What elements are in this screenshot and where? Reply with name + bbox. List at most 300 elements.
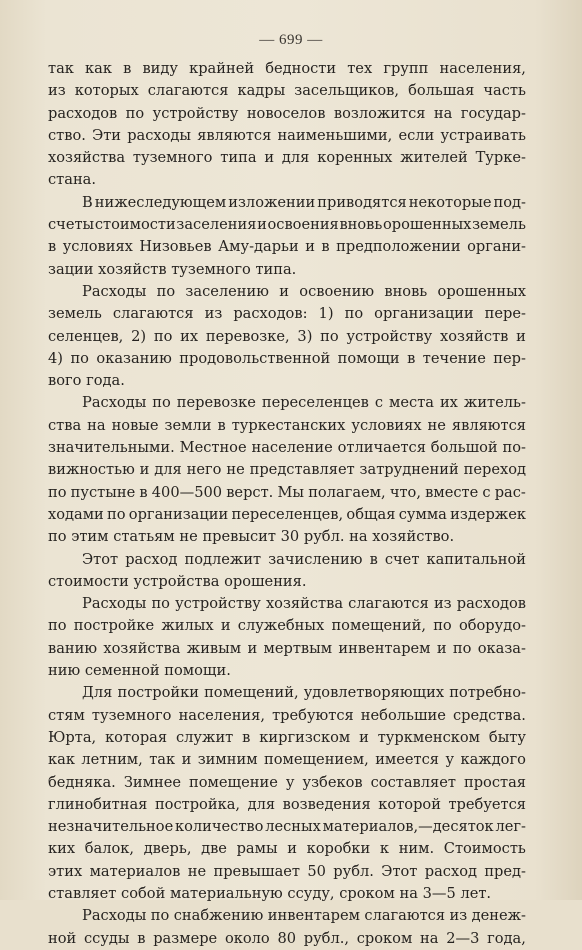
word: под-: [493, 193, 526, 211]
word: составляет: [370, 773, 456, 791]
word: изложении: [228, 193, 316, 211]
word: кадры: [237, 82, 286, 100]
word: стоимости: [48, 572, 129, 590]
word: помещений,: [204, 684, 299, 702]
text-line: [48, 281, 526, 303]
word: постройка,: [154, 795, 241, 813]
word: органи-: [467, 238, 526, 256]
word: ких: [48, 840, 76, 858]
word: устройству: [175, 595, 261, 613]
word: материалов: [89, 862, 181, 880]
text-line: [48, 593, 526, 615]
word: Местное: [179, 439, 247, 457]
word: их: [180, 327, 199, 345]
word: новоселов: [246, 104, 326, 122]
word: года.: [86, 372, 125, 390]
word: сроком: [356, 929, 413, 947]
word: затруднений: [359, 461, 459, 479]
word: в: [137, 929, 146, 947]
word: расходы: [127, 126, 192, 144]
word: хозяйство.: [372, 528, 455, 546]
word: сумма: [398, 505, 447, 523]
word: орошения.: [224, 572, 307, 590]
word: с: [482, 483, 491, 501]
word: и: [436, 639, 447, 657]
word: ним.: [398, 840, 435, 858]
word: как: [48, 751, 75, 769]
text-line: [48, 861, 526, 883]
word: статьям: [113, 528, 175, 546]
word: продовольственной: [179, 349, 331, 367]
word: Этот: [381, 862, 418, 880]
word: лет.: [460, 884, 492, 902]
word: по: [125, 104, 145, 122]
word: туземного: [91, 706, 172, 724]
word: 80: [277, 929, 297, 947]
word: их: [439, 394, 458, 412]
word: на: [349, 528, 368, 546]
word: земель: [48, 305, 102, 323]
word: перевозке: [176, 394, 256, 412]
word: стям: [48, 706, 85, 724]
word: летним,: [81, 751, 143, 769]
word: засельщиков,: [294, 82, 400, 100]
word: представляет: [249, 461, 355, 479]
word: из: [204, 305, 223, 323]
word: расходов: [456, 595, 526, 613]
word: и: [305, 238, 315, 256]
word: устраивать: [440, 126, 526, 144]
word: семенной: [84, 662, 160, 680]
word: часть: [483, 82, 526, 100]
word: Эти: [92, 126, 122, 144]
word: по: [150, 907, 170, 925]
word: помощи: [337, 349, 400, 367]
word: пустыне: [70, 483, 136, 501]
word: полагаем,: [308, 483, 386, 501]
word: и: [181, 751, 192, 769]
word: Низовьев: [139, 238, 212, 256]
word: каждого: [460, 751, 526, 769]
word: слагаются: [348, 595, 429, 613]
word: оборудо-: [458, 617, 526, 635]
word: постройки: [117, 684, 199, 702]
word: пер-: [493, 349, 526, 367]
word: условиях: [351, 416, 422, 434]
word: туземного: [171, 260, 251, 278]
word: ставляет: [48, 884, 117, 902]
text-line: [48, 80, 526, 102]
word: населения,: [178, 706, 266, 724]
word: Турке-: [475, 149, 526, 167]
word: по: [320, 327, 339, 345]
word: слагаются: [364, 907, 446, 925]
word: 2—3: [446, 929, 480, 947]
word: в: [407, 349, 416, 367]
word: не: [187, 862, 207, 880]
word: слагаются: [112, 305, 194, 323]
word: Расходы: [82, 394, 147, 412]
word: из: [449, 907, 468, 925]
word: переход: [463, 461, 526, 479]
text-line: [48, 772, 526, 794]
word: мертвым: [263, 639, 333, 657]
word: типа.: [255, 260, 297, 278]
word: для: [281, 149, 310, 167]
word: превышает: [213, 862, 300, 880]
word: 30: [280, 528, 300, 546]
word: лесных: [265, 818, 321, 836]
word: материалов,—десяток: [322, 818, 494, 836]
text-line: [48, 838, 526, 860]
word: так: [149, 751, 176, 769]
word: балок,: [84, 840, 135, 858]
word: хозяйств: [440, 327, 509, 345]
word: и: [287, 840, 297, 858]
word: рас-: [494, 483, 526, 501]
word: по: [153, 327, 173, 345]
word: некоторые: [408, 193, 492, 211]
word: этих: [48, 862, 83, 880]
text-line: [48, 192, 526, 214]
word: издержек: [450, 505, 526, 523]
text-line: [48, 883, 526, 905]
word: общая: [346, 505, 396, 523]
word: количество: [174, 818, 264, 836]
word: новые: [111, 416, 159, 434]
word: из: [48, 82, 66, 100]
word: 4): [48, 349, 63, 367]
word: служебных: [237, 617, 325, 635]
word: туркестанских: [231, 416, 346, 434]
word: Расходы: [82, 282, 147, 300]
word: и: [279, 282, 289, 300]
word: собой: [121, 884, 166, 902]
word: типа: [220, 149, 257, 167]
word: рубл.,: [303, 929, 350, 947]
word: что,: [389, 483, 421, 501]
word: нию: [48, 662, 81, 680]
word: по: [344, 305, 364, 323]
text-line: [48, 392, 526, 414]
text-line: [48, 571, 526, 593]
word: как: [85, 60, 112, 77]
word: материальную: [169, 884, 283, 902]
word: организации: [374, 305, 474, 323]
word: наименьшими,: [277, 126, 393, 144]
word: в: [139, 483, 148, 501]
word: живым: [186, 639, 242, 657]
word: требуется: [448, 795, 526, 813]
word: имеется: [375, 751, 440, 769]
word: условиях: [62, 238, 133, 256]
word: зимним: [197, 751, 258, 769]
body-text: [48, 58, 526, 950]
word: рубл.: [333, 862, 374, 880]
word: вижностью: [48, 461, 135, 479]
word: туземного: [132, 149, 213, 167]
word: вместе: [425, 483, 479, 501]
word: крайней: [189, 60, 255, 77]
word: переселенцев: [261, 394, 369, 412]
word: и: [264, 149, 275, 167]
word: на: [433, 104, 453, 122]
word: подлежит: [184, 550, 262, 568]
text-line: [48, 549, 526, 571]
word: в: [242, 728, 251, 746]
text-line: [48, 794, 526, 816]
word: размере: [153, 929, 218, 947]
word: стоимости: [94, 216, 176, 234]
word: населения,: [439, 60, 526, 77]
word: ной: [48, 929, 77, 947]
word: глинобитная: [48, 795, 148, 813]
word: являются: [197, 126, 272, 144]
text-line: [48, 103, 526, 125]
word: вого: [48, 372, 82, 390]
word: служит: [175, 728, 234, 746]
word: расход: [424, 862, 477, 880]
word: Этот: [82, 550, 119, 568]
text-line: [48, 303, 526, 325]
word: хозяйства: [103, 639, 181, 657]
word: года,: [487, 929, 526, 947]
word: денеж-: [471, 907, 526, 925]
word: большой: [430, 439, 498, 457]
word: в: [48, 238, 57, 256]
word: удовлетворяющих: [303, 684, 445, 702]
word: Аму-дарьи: [218, 238, 299, 256]
word: освоения: [267, 216, 339, 234]
word: устройству: [346, 327, 433, 345]
text-line: [48, 415, 526, 437]
word: него: [186, 461, 222, 479]
word: две: [201, 840, 227, 858]
word: зачислению: [268, 550, 363, 568]
word: по: [48, 483, 67, 501]
word: ссуды: [83, 929, 130, 947]
word: жилых: [161, 617, 214, 635]
word: киргизском: [259, 728, 351, 746]
word: требуются: [272, 706, 354, 724]
word: стана.: [48, 171, 97, 189]
word: переселенцев,: [231, 505, 344, 523]
word: и: [257, 216, 267, 234]
word: пред-: [484, 862, 526, 880]
word: дверь,: [143, 840, 192, 858]
word: по: [433, 617, 452, 635]
word: около: [224, 929, 270, 947]
word: большая: [408, 82, 475, 100]
word: вновь: [384, 282, 428, 300]
word: 3—5: [422, 884, 456, 902]
word: не: [427, 416, 446, 434]
word: предположении: [336, 238, 461, 256]
word: у: [285, 773, 295, 791]
word: рубл.: [303, 528, 345, 546]
word: хозяйства: [265, 595, 344, 613]
word: Расходы: [82, 595, 147, 613]
word: туркменском: [377, 728, 481, 746]
word: освоению: [299, 282, 375, 300]
word: помощи.: [164, 662, 231, 680]
word: и: [359, 728, 369, 746]
word: постройке: [73, 617, 155, 635]
word: Стоимость: [443, 840, 526, 858]
word: население: [251, 439, 333, 457]
word: Расходы: [82, 907, 147, 925]
word: на: [87, 416, 106, 434]
word: счеты: [48, 216, 95, 234]
word: у: [445, 751, 455, 769]
text-line: [48, 928, 526, 950]
text-line: [48, 705, 526, 727]
word: Мы: [277, 483, 305, 501]
word: хозяйств: [98, 260, 167, 278]
word: орошенных: [437, 282, 526, 300]
word: этим: [71, 528, 109, 546]
word: 400—500: [151, 483, 223, 501]
word: ство.: [48, 126, 86, 144]
text-line: [48, 259, 526, 281]
word: расходов:: [233, 305, 308, 323]
text-line: [48, 125, 526, 147]
word: расходов: [48, 104, 118, 122]
word: земель: [472, 216, 526, 234]
word: перевозке,: [205, 327, 290, 345]
word: которых: [74, 82, 139, 100]
word: небольшие: [360, 706, 446, 724]
word: в: [321, 238, 330, 256]
word: потребно-: [449, 684, 526, 702]
word: по: [156, 282, 176, 300]
word: тех: [347, 60, 373, 77]
word: возложится: [333, 104, 426, 122]
page-number: — 699 —: [259, 32, 323, 48]
word: виду: [142, 60, 178, 77]
word: значительными.: [48, 439, 175, 457]
word: и: [247, 639, 258, 657]
text-line: [48, 727, 526, 749]
word: по-: [502, 439, 526, 457]
word: оказа-: [477, 639, 526, 657]
word: не: [226, 461, 245, 479]
word: в: [217, 416, 226, 434]
word: которая: [105, 728, 168, 746]
word: являются: [451, 416, 526, 434]
word: вновь: [339, 216, 383, 234]
word: по: [70, 349, 89, 367]
text-line: [48, 615, 526, 637]
word: ссуду,: [287, 884, 335, 902]
word: орошенных: [383, 216, 472, 234]
word: заселения: [176, 216, 257, 234]
word: узбеков: [302, 773, 363, 791]
word: и: [516, 327, 526, 345]
word: коробки: [306, 840, 371, 858]
word: сроком: [339, 884, 395, 902]
word: для: [247, 795, 276, 813]
word: пере-: [484, 305, 526, 323]
word: 1): [318, 305, 334, 323]
word: счет: [384, 550, 420, 568]
word: государ-: [460, 104, 526, 122]
word: если: [398, 126, 435, 144]
word: превысит: [202, 528, 276, 546]
text-line: [48, 370, 526, 392]
word: 3): [297, 327, 313, 345]
word: капитальной: [426, 550, 526, 568]
word: В: [82, 193, 93, 211]
word: зации: [48, 260, 94, 278]
text-line: [48, 482, 526, 504]
word: расход: [125, 550, 178, 568]
word: бедности: [265, 60, 337, 77]
word: по: [452, 639, 472, 657]
word: жителей: [400, 149, 468, 167]
word: Для: [82, 684, 113, 702]
word: заселению: [185, 282, 269, 300]
text-line: [48, 459, 526, 481]
word: ходами: [48, 505, 104, 523]
word: групп: [383, 60, 429, 77]
word: отличается: [337, 439, 426, 457]
word: для: [154, 461, 182, 479]
text-line: [48, 169, 526, 191]
word: на: [399, 884, 418, 902]
text-line: [48, 504, 526, 526]
word: по: [48, 617, 67, 635]
word: по: [107, 505, 126, 523]
word: помещений,: [331, 617, 426, 635]
word: коренных: [317, 149, 393, 167]
word: устройству: [152, 104, 239, 122]
text-line: [48, 326, 526, 348]
word: по: [152, 394, 171, 412]
text-line: [48, 526, 526, 548]
word: по: [151, 595, 170, 613]
word: инвентарем: [267, 907, 360, 925]
word: житель-: [463, 394, 526, 412]
word: места: [389, 394, 434, 412]
word: верст.: [226, 483, 274, 501]
text-line: [48, 660, 526, 682]
word: земли: [164, 416, 212, 434]
text-line: [48, 147, 526, 169]
word: возведения: [282, 795, 371, 813]
word: инвентарем: [338, 639, 431, 657]
word: из: [433, 595, 452, 613]
word: оказанию: [96, 349, 172, 367]
word: Юрта,: [48, 728, 97, 746]
text-line: [48, 437, 526, 459]
word: течение: [422, 349, 486, 367]
word: которой: [378, 795, 441, 813]
word: в: [369, 550, 378, 568]
text-line: [48, 749, 526, 771]
word: незначительное: [48, 818, 174, 836]
text-line: [48, 236, 526, 258]
word: рамы: [236, 840, 278, 858]
word: к: [379, 840, 390, 858]
word: помещением,: [263, 751, 369, 769]
word: лег-: [495, 818, 526, 836]
word: слагаются: [147, 82, 229, 100]
word: ства: [48, 416, 82, 434]
word: снабжению: [173, 907, 264, 925]
word: 2): [131, 327, 147, 345]
word: ванию: [48, 639, 98, 657]
